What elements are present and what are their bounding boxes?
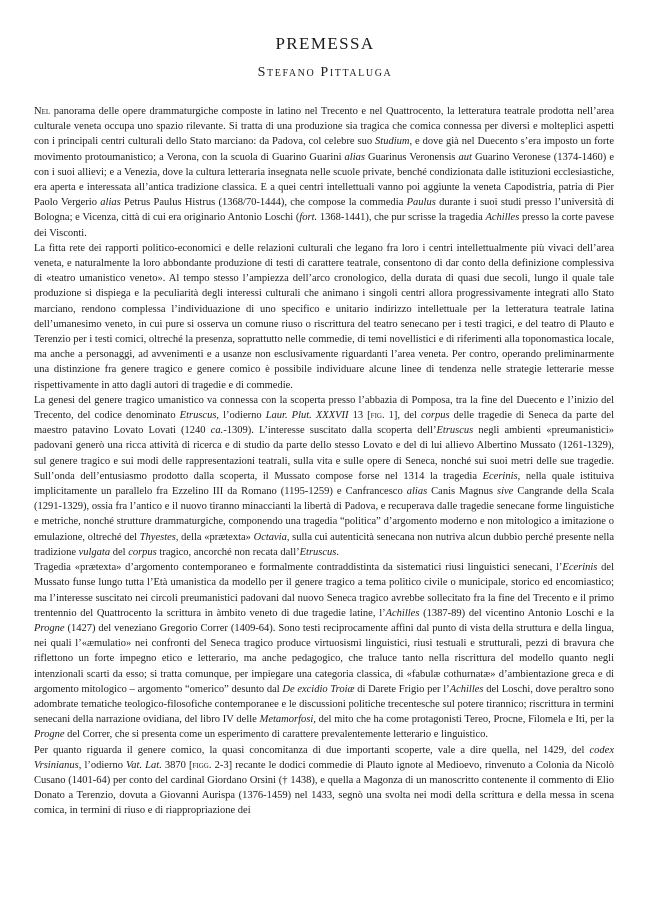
body-text [34,104,614,819]
text-run: 3870 [ [161,759,193,771]
italic-text: Octavia [253,531,287,543]
italic-text: Progne [34,729,65,741]
italic-text: ca. [210,425,224,437]
text-run: durante i suoi studi presso l’università di Bologna; e Vicenza, città di cui era originario Antonio Loschi ( [34,197,614,224]
italic-text: alias [406,486,428,498]
text-run: del Loschi, dove peraltro sono adombrate tematiche teologico-filosofiche contemporanee e le discussioni politiche trecentesche sul potere tirannico; riscrittura in termini senecani della narrazione ovidiana, del libro IV delle [34,683,614,726]
small-caps-text: fig. 1 [370,410,394,422]
text-run: . [336,546,339,558]
text-run: del [110,546,129,558]
italic-text: fort. [299,212,318,224]
text-run: del Mussato funse lungo tutta l’Età umanistica da modello per il genere tragico a tema politico civile o municipale, storico ed encomiastico; ma l’interesse suscitato nei circoli preumanistici padovani dal nuovo Seneca tragico avrebbe sollecitato fra la fine del Trecento e il primo trentennio del Quattrocento la scrittura in àmbito veneto di due tragedie latine, l’ [34,562,615,619]
italic-text: Achilles [449,683,484,695]
italic-text: alias [344,151,365,163]
italic-text: Thyestes [139,531,176,543]
text-run: panorama delle opere drammaturgiche composte in latino nel Trecento e nel Quattrocento, la letteratura teatrale prodotta nell’area culturale veneta occupa uno spazio rilevante. Si tratta di una produzione sia tragica che comica connessa per diversi e molteplici aspetti con i principali centri culturali dello Stato marciano: da Padova, col celebre suo [34,106,614,148]
paragraph [34,104,614,241]
text-run: , l’odierno [78,759,127,771]
italic-text: Achilles [485,212,520,224]
author-name: Stefano Pittaluga [257,65,393,80]
italic-text: Vat. Lat. [126,759,162,771]
text-run: 1368-1441), che pur scrisse la tragedia [317,212,486,224]
italic-text: sive [496,486,514,498]
text-run: di Darete Frigio per l’ [354,683,450,695]
text-run: (1427) del veneziano Gregorio Correr (1409-64). Sono testi reciprocamente affini dal punto di vista della struttura e della lingua, nei quali l’«æmulatio» nei confronti del Seneca tragico produce virtuosismi linguistici, riusi testuali e strutturali, pezzi di bravura che riflettono un forte impegno etico e letterario, ma anche pedagogico, che traluce tanto nella riscrittura del modello quanto negli intenzionali scarti da esso; si tratta comunque, per impiegare una categoria classica, di «fabulæ cothurnatæ» d’ambientazione greca e di argomento mitologico – argomento “omerico” desunto dal [34,622,614,695]
text-run: del Correr, che si presenta come un esperimento di carattere prevalentemente letterario e linguistico. [64,729,489,741]
text-run: ], del [393,410,422,422]
italic-text: codex Vrsinianus [34,744,614,771]
italic-text: aut [458,151,472,163]
italic-text: Paulus [406,197,436,209]
paragraph [34,560,614,742]
text-run: (1387-89) del vicentino Antonio Loschi e la [419,607,614,619]
text-run: -1309). L’interesse suscitato dalla scoperta dell’ [223,425,437,437]
text-run: Guarinus Veronensis [364,151,459,163]
italic-text: Etruscus [299,546,337,558]
italic-text: De excidio Troiæ [282,683,355,695]
italic-text: Etruscus [179,410,217,422]
text-run: tragico, ancorché non recata dall’ [156,546,300,558]
paragraph [34,241,614,393]
italic-text: Achilles [385,607,420,619]
text-run: Cangrande della Scala (1291-1329), ossia fra l’antico e il nuovo tiranno minaccianti la libertà di Padova, e recuperava dalle tragedie senecane forme linguistiche e metriche, nonché strutture drammaturgiche, componendo una tragedia “politica” d’argomento moderno e non mitologico a imitazione o emulazione, oltreché del [34,486,615,543]
text-run: , sulla cui autenticità senecana non nutriva alcun dubbio perché presente nella tradizione [34,531,614,558]
text-run: presso la corte pavese dei Visconti. [34,212,614,239]
italic-text: alias [100,197,121,209]
italic-text: Laur. Plut. XXXVII [265,410,349,422]
text-run: Guarino Veronese (1374-1460) e con i suoi allievi; e a Venezia, dove la cultura letteraria insegnata nelle scuole private, benché condizionata dalle istituzioni ecclesiastiche, era aperta e interessata all’antica tradizione classica. E a quei centri intellettuali vanno poi aggiunte la veneta Capodistria, patria di Pier Paolo Vergerio [34,151,614,209]
page-title: PREMESSA [275,34,375,53]
small-caps-text: figg. 2-3 [192,759,229,771]
text-run: , l’odierno [216,410,266,422]
paragraph [34,393,614,560]
italic-text: corpus [421,410,450,422]
text-run: La genesi del genere tragico umanistico va connessa con la scoperta presso l’abbazia di Pomposa, tra la fine del Duecento e l’inizio del Trecento, del codice denominato [34,394,614,422]
italic-text: Progne [34,622,65,634]
italic-text: Etruscus [436,425,474,437]
text-run: , della «prætexta» [175,531,254,543]
italic-text: vulgata [78,546,111,558]
text-run: delle tragedie di Seneca da parte del maestro patavino Lovato Lovati (1240 [34,410,614,437]
italic-text: corpus [128,546,157,558]
text-run: Petrus Paulus Histrus (1368/70-1444), che compose la commedia [120,197,407,209]
text-run: Canis Magnus [427,486,497,498]
paragraph [34,743,614,819]
italic-text: Ecerinis [482,470,518,482]
italic-text: Ecerinis [562,562,598,574]
italic-text: Metamorfosi [259,714,314,726]
text-run: Per quanto riguarda il genere comico, la quasi concomitanza di due importanti scoperte, vale a dire quella, nel 1429, del [34,744,590,756]
small-caps-text: Nel [34,106,51,117]
text-run: Tragedia «prætexta» d’argomento contemporaneo e formalmente contraddistinta da sistematici riusi linguistici senecani, l’ [34,562,563,574]
italic-text: Studium [375,136,410,148]
text-run: La fitta rete dei rapporti politico-economici e delle relazioni culturali che legano fra loro i centri intellettualmente più vivaci dell’area veneta, e naturalmente la loro abbondante produzione di testi di carattere teatrale, consentono di dar conto della definizione complessiva di «teatro umanistico veneto». Al tempo stesso l’ampiezza dell’arco cronologico, della durata di quasi due secoli, lungo il quale tale produzione si dispiega e la peculiarità degli interessi culturali che animano i singoli centri allora progressivamente integrati allo Stato marciano, rendono complessa l’individuazione di uno specifico e unitario indirizzo intellettuale per la letteratura teatrale latina dell’umanesimo veneto, in cui pure si osserva un comune riuso o riscrittura del teatro senecano per i testi tragici, e del teatro di Plauto e Terenzio per i testi comici, oltreché la presenza, soprattutto nelle commedie, di temi novellistici e di riferimenti alla toponomastica locale, ma anche a personaggi, ad avvenimenti e a usanze non esclusivamente riguardanti l’area veneta. Per contro, operando preliminarmente una distinzione fra genere tragico e genere comico è possibile individuare alcune linee di tendenza nelle strategie letterarie messe rispettivamente in atto dagli autori di tragedie e di commedie. [34,242,614,391]
text-run: , nella quale istituiva implicitamente un parallelo fra Ezzelino III da Romano (1195-1259) e Canfrancesco [34,470,614,498]
text-run: negli ambienti «preumanistici» padovani generò una ricca attività di ricerca e di studio da parte dello stesso Lovato e del di lui allievo Albertino Mussato (1261-1329), sul genere tragico e sui modi delle rappresentazioni teatrali, sulla vita e sulle opere di Seneca, nonché sui suoi metri delle sue tragedie. Sull’onda dell’entusiasmo prodotto dalla scoperta, il Mussato compose forse nel 1314 la tragedia [34,425,614,482]
text-run: , e dove già nel Duecento s’era imposto un forte movimento protoumanistico; a Verona, con la scuola di Guarino Guarini [34,136,614,163]
text-run: , del mito che ha come protagonisti Tereo, Procne, Filomela e Iti, per la [313,714,614,726]
text-run: ] recante le dodici commedie di Plauto ignote al Medioevo, rinvenuto a Colonia da Nicolò Cusano (1401-64) per conto del cardinal Giordano Orsini († 1438), e quella a Magonza di un manoscritto contenente il commento di Elio Donato a Terenzio, dovuta a Giovanni Aurispa (1376-1459) nel 1433, segnò una svolta nei modi della scrittura e della messa in scena comica, in termini di riuso e di riappropriazione dei [34,759,614,817]
text-run: 13 [ [348,410,371,422]
